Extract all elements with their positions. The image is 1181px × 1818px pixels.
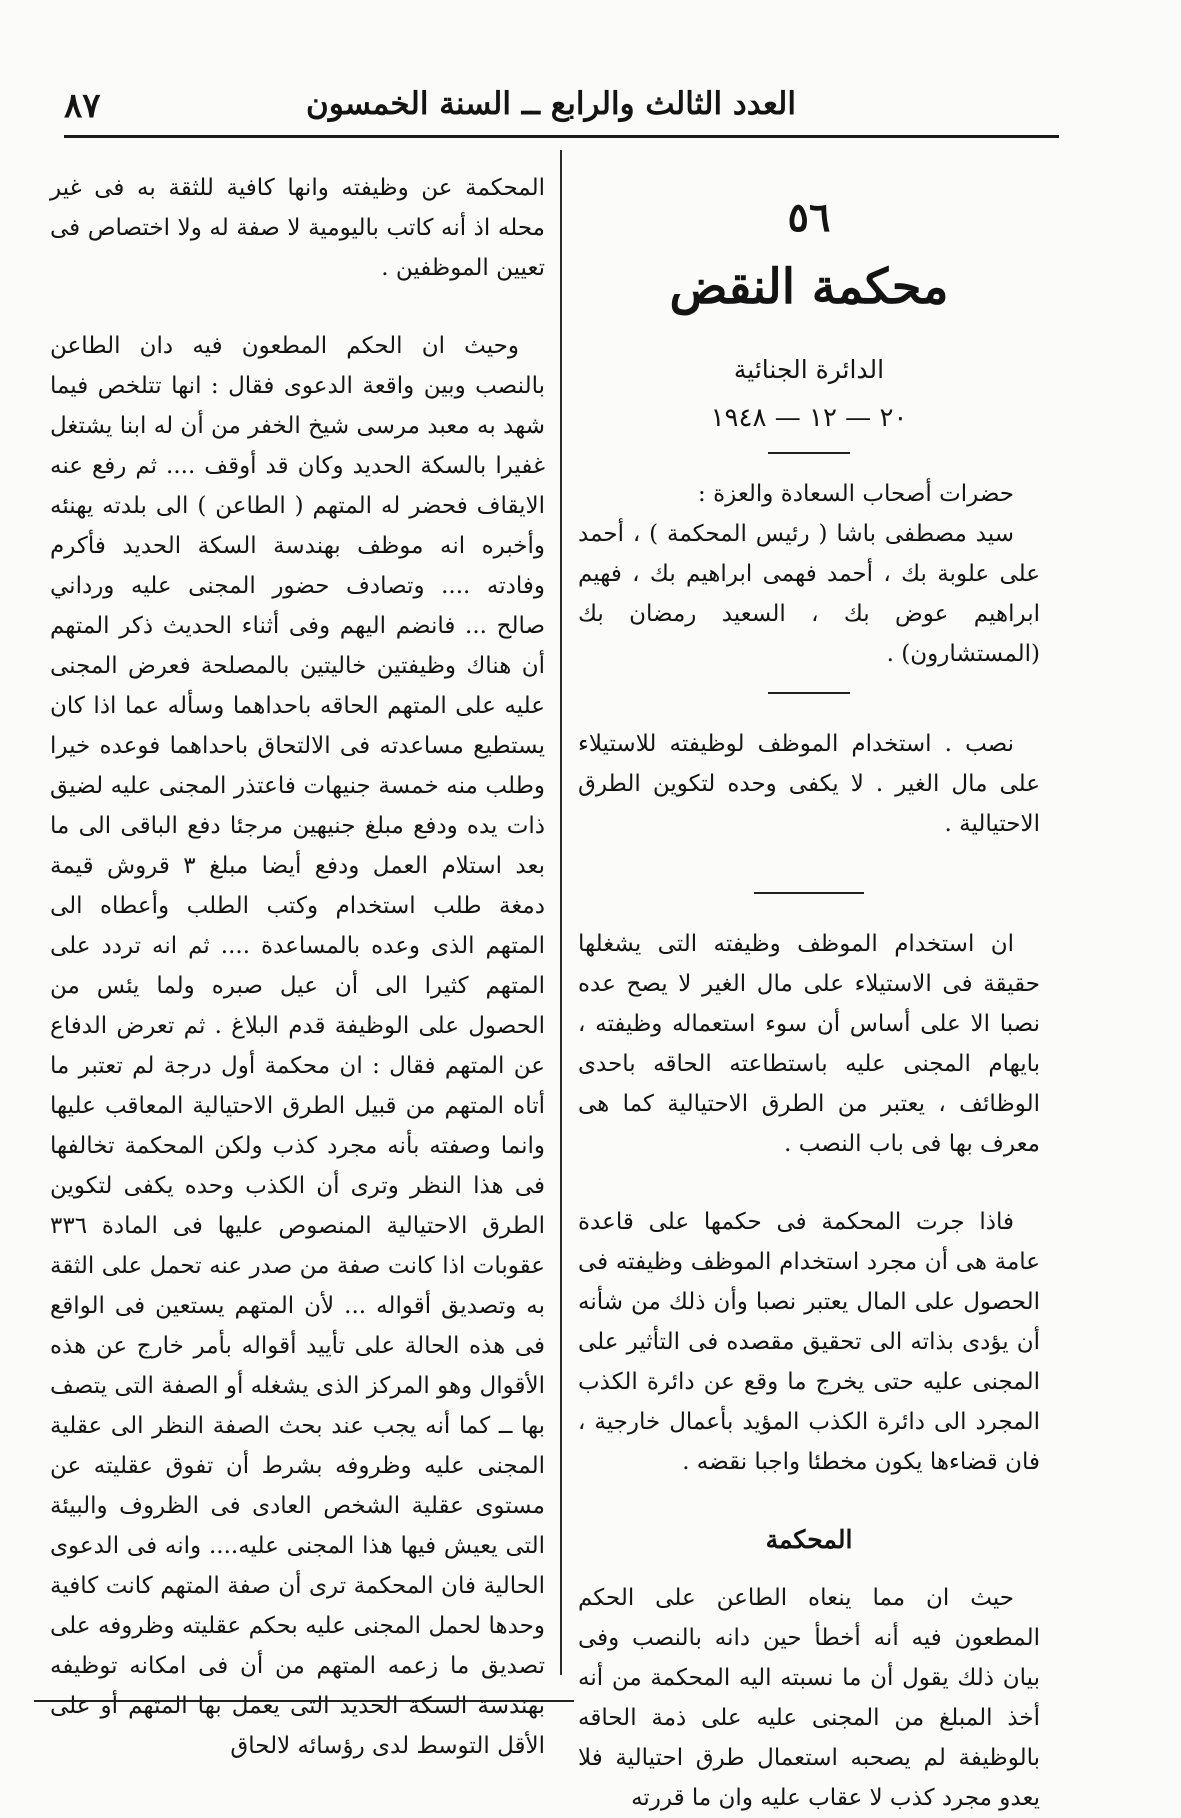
legal-principle: ان استخدام الموظف وظيفته التى يشغلها حقيقة فى الاستيلاء على مال الغير لا يصح عده نصبا الا على أساس أن سوء استعماله وظيفته ، بايهام المجنى عليه باستطاعته الحاقه باحدى الوظائف ، يعتبر من الطرق الاحتيالية كما هى معرف بها فى باب النصب . [578,931,1040,1157]
right-column [578,168,1040,1818]
case-number: ٥٦ [787,194,831,241]
judges-heading: حضرات أصحاب السعادة والعزة : [698,481,1014,507]
legal-principle: فاذا جرت المحكمة فى حكمها على قاعدة عامة هى أن مجرد استخدام الموظف وظيفته فى الحصول على المال يعتبر نصبا وأن ذلك من شأنه أن يؤدى بذاته الى تحقيق مقصده فى التأثير على المجنى عليه حتى يخرج ما وقع عن دائرة الكذب المجرد الى دائرة الكذب المؤيد بأعمال خارجية ، فان قضاءها يكون مخطئا واجبا نقضه . [578,1209,1040,1475]
chamber-name: الدائرة الجنائية [733,355,885,384]
separator-rule [768,452,850,454]
headnote: نصب . استخدام الموظف لوظيفته للاستيلاء على مال الغير . لا يكفى وحده لتكوين الطرق الاحتيالية . [578,731,1040,837]
court-name: محكمة النقض [669,259,949,315]
header-rule [64,135,1059,138]
footer-rule [34,1700,574,1702]
running-title: العدد الثالث والرابع ــ السنة الخمسون [306,86,796,122]
reasoning-paragraph: حيث ان مما ينعاه الطاعن على الحكم المطعون فيه أنه أخطأ حين دانه بالنصب وفى بيان ذلك يقول أن ما نسبته اليه المحكمة من أنه أخذ المبلغ من المجنى عليه على ذمة الحاقه بالوظيفة لم يصحبه استعمال طرق احتيالية فلا يعدو مجرد كذب لا عقاب عليه وان ما قررته [578,1585,1040,1811]
continuation-paragraph: المحكمة عن وظيفته وانها كافية للثقة به فى غير محله اذ أنه كاتب باليومية لا صفة له ولا اختصاص فى تعيين الموظفين . [50,175,545,281]
section-title: المحكمة [765,1525,853,1554]
column-divider [560,150,562,1675]
page-header [64,86,1064,130]
separator-rule [768,692,850,694]
judgment-date: ٢٠ — ١٢ — ١٩٤٨ [710,403,908,433]
page-number: ٨٧ [64,86,101,126]
separator-rule [754,892,864,894]
judges-list: سيد مصطفى باشا ( رئيس المحكمة ) ، أحمد على علوبة بك ، أحمد فهمى ابراهيم بك ، فهيم ابراهيم عوض بك ، السعيد رمضان بك (المستشارون) . [578,521,1040,667]
left-column [50,168,545,1766]
body-paragraph: وحيث ان الحكم المطعون فيه دان الطاعن بالنصب وبين واقعة الدعوى فقال : انها تتلخص فيما شهد به معبد مرسى شيخ الخفر من أن له ابنا يشتغل غفيرا بالسكة الحديد وكان قد أوقف .... ثم رفع عنه الايقاف فحضر له المتهم ( الطاعن ) الى بلدته يهنئه وأخبره انه موظف بهندسة السكة الحديد فأكرم وفادته .... وتصادف حضور المجنى عليه ورداني صالح ... فانضم اليهم وفى أثناء الحديث ذكر المتهم أن هناك وظيفتين خاليتين بالمصلحة فعرض المجنى عليه على المتهم الحاقه باحداهما وسأله عما اذا كان يستطيع مساعدته فى الالتحاق باحداهما فوعده خيرا وطلب منه خمسة جنيهات فاعتذر المجنى عليه لضيق ذات يده ودفع مبلغ جنيهين مرجئا دفع الباقى الى ما بعد استلام العمل ودفع أيضا مبلغ ٣ قروش قيمة دمغة طلب استخدام وكتب الطلب وأعطاه الى المتهم الذى وعده بالمساعدة .... ثم انه تردد على المتهم كثيرا الى أن عيل صبره ولما يئس من الحصول على الوظيفة قدم البلاغ . ثم تعرض الدفاع عن المتهم فقال : ان محكمة أول درجة لم تعتبر ما أتاه المتهم من قبيل الطرق الاحتيالية المعاقب عليها وانما وصفته بأنه مجرد كذب ولكن المحكمة تخالفها فى هذا النظر وترى أن الكذب وحده يكفى لتكوين الطرق الاحتيالية المنصوص عليها فى المادة ٣٣٦ عقوبات اذا كانت صفة من صدر عنه تحمل على الثقة به وتصديق أقواله ... لأن المتهم يستعين فى الواقع فى هذه الحالة على تأييد أقواله بأمر خارج عن هذه الأقوال وهو المركز الذى يشغله أو الصفة التى يتصف بها ــ كما أنه يجب عند بحث الصفة النظر الى عقلية المجنى عليه وظروفه بشرط أن تفوق عقليته عن مستوى عقلية الشخص العادى فى الظروف والبيئة التى يعيش فيها هذا المجنى عليه.... وانه فى الدعوى الحالية فان المحكمة ترى أن صفة المتهم كانت كافية وحدها لحمل المجنى عليه بحكم عقليته وظروفه على تصديق ما زعمه المتهم من أن فى امكانه توظيفه بهندسة السكة الحديد التى يعمل بها المتهم أو على الأقل التوسط لدى رؤسائه لالحاق [50,333,546,1759]
